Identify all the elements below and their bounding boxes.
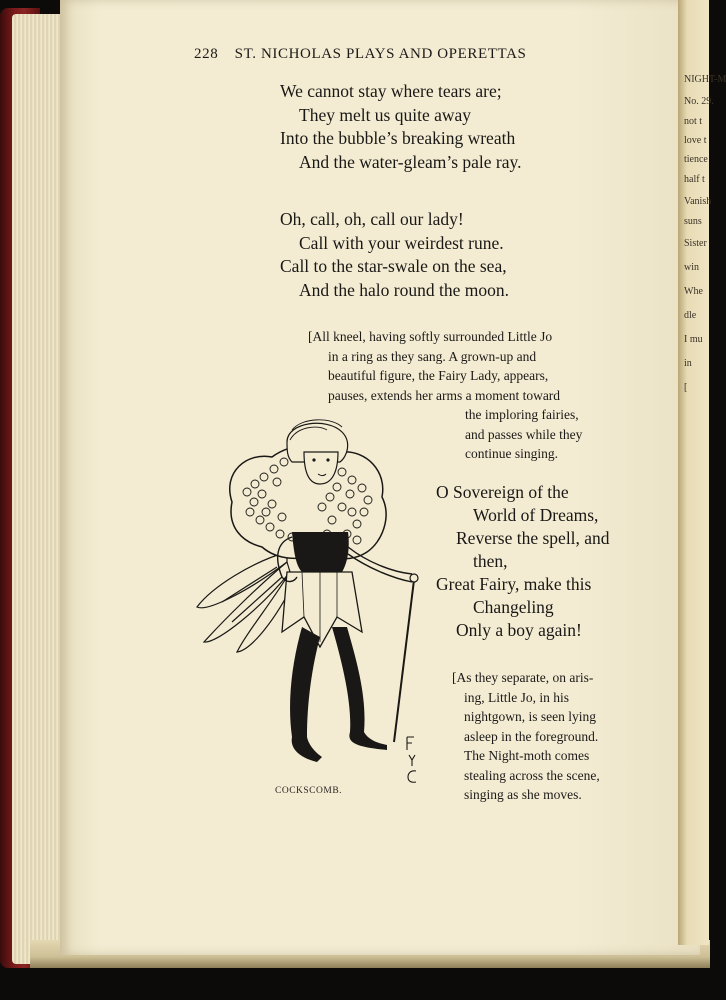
facing-page-text-fragment: Vanish <box>684 196 712 207</box>
song-line: World of Dreams, <box>473 505 599 525</box>
fairy-legs <box>290 627 387 762</box>
verse-line: We cannot stay where tears are; <box>280 81 502 101</box>
song-line: Great Fairy, make this <box>436 574 592 594</box>
facing-page-text-fragment: suns <box>684 216 702 227</box>
facing-page-text-fragment: love t <box>684 135 707 146</box>
facing-page-text-fragment: Sister <box>684 238 707 249</box>
verse-line: Call to the star-swale on the sea, <box>280 256 507 276</box>
cockscomb-fairy-illustration <box>192 412 432 782</box>
direction-line: the imploring fairies, <box>465 407 579 422</box>
direction-line: stealing across the scene, <box>464 767 600 783</box>
page-number: 228 <box>194 46 219 62</box>
facing-page-text-fragment: in <box>684 358 692 369</box>
direction-line: [As they separate, on aris- <box>452 670 594 685</box>
song-verse <box>436 481 636 642</box>
verse-line: And the water-gleam’s pale ray. <box>299 151 522 172</box>
direction-line: continue singing. <box>465 446 558 461</box>
artist-monogram <box>407 737 416 782</box>
verse-line: Into the bubble’s breaking wreath <box>280 128 516 148</box>
song-line: Only a boy again! <box>456 620 582 640</box>
direction-line: beautiful figure, the Fairy Lady, appears, <box>328 368 549 383</box>
facing-page-text-fragment: dle <box>684 310 697 321</box>
song-line: O Sovereign of the <box>436 482 569 502</box>
facing-page-text-fragment: No. 29. <box>684 96 714 107</box>
verse-line: And the halo round the moon. <box>299 279 509 300</box>
facing-page-text-fragment: tience <box>684 154 708 165</box>
facing-page-text-fragment: win <box>684 262 699 273</box>
direction-line: pauses, extends her arms a moment toward <box>328 387 561 403</box>
running-title: ST. NICHOLAS PLAYS AND OPERETTAS <box>234 46 527 62</box>
running-header <box>194 46 526 63</box>
song-line: Reverse the spell, and <box>456 528 610 548</box>
direction-line: asleep in the foreground. <box>464 728 599 744</box>
facing-page-fragment <box>678 0 726 945</box>
illustration-caption: COCKSCOMB. <box>275 786 343 796</box>
direction-line: nightgown, is seen lying <box>464 709 596 724</box>
facing-page-text-fragment: Whe <box>684 286 703 297</box>
facing-page-text-fragment: [ <box>684 382 688 393</box>
facing-page-text-fragment: I mu <box>684 334 703 345</box>
direction-line: [All kneel, having softly surrounded Little Jo <box>308 329 553 344</box>
direction-line: ing, Little Jo, in his <box>464 689 570 705</box>
direction-line: singing as she moves. <box>464 787 582 802</box>
facing-page-text-fragment: not t <box>684 116 703 127</box>
verse-line: They melt us quite away <box>299 104 472 125</box>
stanza-2 <box>280 208 509 302</box>
direction-line: The Night-moth comes <box>464 748 590 763</box>
walking-staff <box>394 574 418 742</box>
direction-line: and passes while they <box>465 426 583 442</box>
song-line: then, <box>473 551 508 571</box>
facing-page-text-fragment: half t <box>684 174 705 185</box>
verse-line: Oh, call, oh, call our lady! <box>280 209 464 229</box>
facing-page-text-fragment: NIGHT-M <box>684 74 726 85</box>
song-line: Changeling <box>473 597 554 617</box>
stage-direction-2 <box>452 668 600 805</box>
verse-line: Call with your weirdest rune. <box>299 232 504 253</box>
stanza-1 <box>280 80 522 174</box>
direction-line: in a ring as they sang. A grown-up and <box>328 348 537 364</box>
